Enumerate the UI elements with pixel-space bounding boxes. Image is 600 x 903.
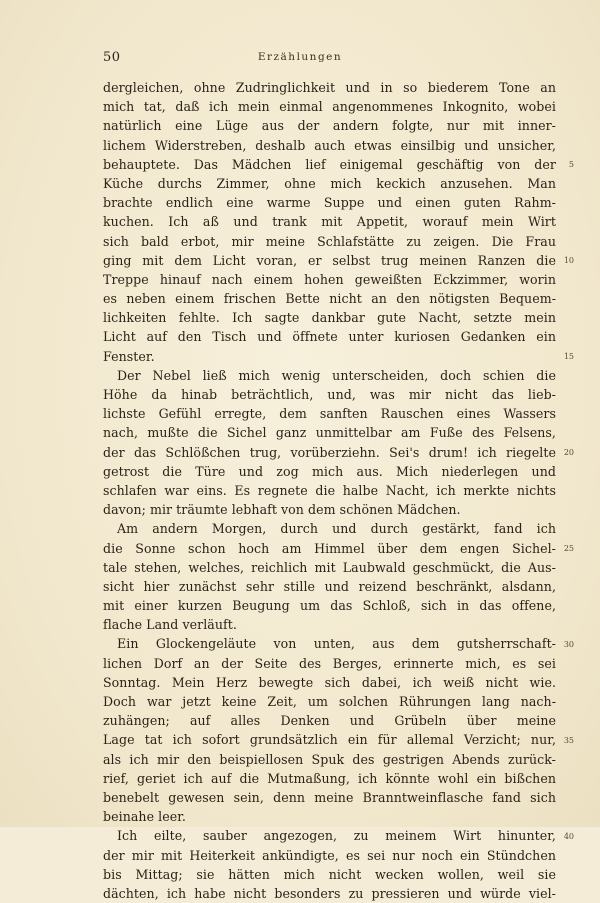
text-line: als ich mir den beispiellosen Spuk des gestrigen Abends zurück- <box>103 751 556 767</box>
text-line: lichste Gefühl erregte, dem sanften Rauschen eines Wassers <box>103 406 556 422</box>
body-text <box>103 78 556 903</box>
text-line: Küche durchs Zimmer, ohne mich keckich anzusehen. Man <box>103 175 556 191</box>
text-line: zuhängen; auf alles Denken und Grübeln über meine <box>103 713 556 729</box>
text-line: die Sonne schon hoch am Himmel über dem engen Sichel- <box>103 540 556 556</box>
text-line: lichem Widerstreben, deshalb auch etwas einsilbig und unsicher, <box>103 137 556 153</box>
text-line: sicht hier zunächst sehr stille und reizend beschränkt, alsdann, <box>103 578 556 594</box>
line-number: 10 <box>563 255 574 265</box>
line-number: 20 <box>563 447 574 457</box>
text-line: es neben einem frischen Bette nicht an den nötigsten Bequem- <box>103 291 556 307</box>
text-line: flache Land verläuft. <box>103 617 237 633</box>
text-line: dächten, ich habe nicht besonders zu pressieren und würde viel- <box>103 885 556 901</box>
text-line: der das Schlößchen trug, vorüberziehn. Sei's drum! ich riegelte <box>103 444 556 460</box>
line-number: 40 <box>563 831 574 841</box>
text-line: benebelt gewesen sein, denn meine Branntweinflasche fand sich <box>103 789 556 805</box>
text-line: Ich eilte, sauber angezogen, zu meinem Wirt hinunter, <box>117 828 556 844</box>
text-line: lichkeiten fehlte. Ich sagte dankbar gute Nacht, setzte mein <box>103 310 556 326</box>
text-line: Licht auf den Tisch und öffnete unter kuriosen Gedanken ein <box>103 329 556 345</box>
text-line: natürlich eine Lüge aus der andern folgte, nur mit inner- <box>103 118 556 134</box>
text-line: bis Mittag; sie hätten mich nicht wecken wollen, weil sie <box>103 866 556 882</box>
text-line: lichen Dorf an der Seite des Berges, erinnerte mich, es sei <box>103 655 556 671</box>
running-head: Erzählungen <box>257 51 343 63</box>
text-line: Fenster. <box>103 348 155 364</box>
line-number: 5 <box>568 159 574 169</box>
text-line: ging mit dem Licht voran, er selbst trug meinen Ranzen die <box>103 252 556 268</box>
text-line: mit einer kurzen Beugung um das Schloß, sich in das offene, <box>103 598 556 614</box>
text-line: schlafen war eins. Es regnete die halbe Nacht, ich merkte nichts <box>103 482 556 498</box>
text-line: Doch war jetzt keine Zeit, um solchen Rührungen lang nach- <box>103 694 556 709</box>
line-number: 25 <box>563 543 574 553</box>
text-line: Am andern Morgen, durch und durch gestärkt, fand ich <box>117 521 556 537</box>
text-line: brachte endlich eine warme Suppe und einen guten Rahm- <box>103 195 556 211</box>
page-number: 50 <box>103 50 121 65</box>
text-line: sich bald erbot, mir meine Schlafstätte zu zeigen. Die Frau <box>103 233 556 249</box>
text-line: Der Nebel ließ mich wenig unterscheiden, doch schien die <box>117 367 556 383</box>
text-line: nach, mußte die Sichel ganz unmittelbar am Fuße des Felsens, <box>103 425 556 441</box>
text-line: behauptete. Das Mädchen lief einigemal geschäftig von der <box>103 156 556 172</box>
line-number: 35 <box>563 735 574 745</box>
text-line: tale stehen, welches, reichlich mit Laubwald geschmückt, die Aus- <box>103 559 556 575</box>
text-line: Ein Glockengeläute von unten, aus dem gutsherrschaft- <box>117 636 556 652</box>
text-line: kuchen. Ich aß und trank mit Appetit, worauf mein Wirt <box>103 214 556 230</box>
text-line: dergleichen, ohne Zudringlichkeit und in so biederem Tone an <box>103 80 556 95</box>
text-line: rief, geriet ich auf die Mutmaßung, ich könnte wohl ein bißchen <box>103 770 556 786</box>
text-line: der mir mit Heiterkeit ankündigte, es sei nur noch ein Stündchen <box>103 847 556 863</box>
text-line: davon; mir träumte lebhaft von dem schönen Mädchen. <box>103 502 461 518</box>
text-line: getrost die Türe und zog mich aus. Mich niederlegen und <box>103 463 556 479</box>
line-number: 15 <box>563 351 574 361</box>
text-line: Lage tat ich sofort grundsätzlich ein für allemal Verzicht; nur, <box>103 732 556 748</box>
line-number: 30 <box>563 639 574 649</box>
text-line: beinahe leer. <box>103 809 186 825</box>
text-line: mich tat, daß ich mein einmal angenommenes Inkognito, wobei <box>103 99 556 115</box>
text-line: Sonntag. Mein Herz bewegte sich dabei, ich weiß nicht wie. <box>103 674 556 690</box>
text-line: Höhe da hinab beträchtlich, und, was mir nicht das lieb- <box>103 387 556 402</box>
text-line: Treppe hinauf nach einem hohen geweißten Eckzimmer, worin <box>103 271 556 287</box>
